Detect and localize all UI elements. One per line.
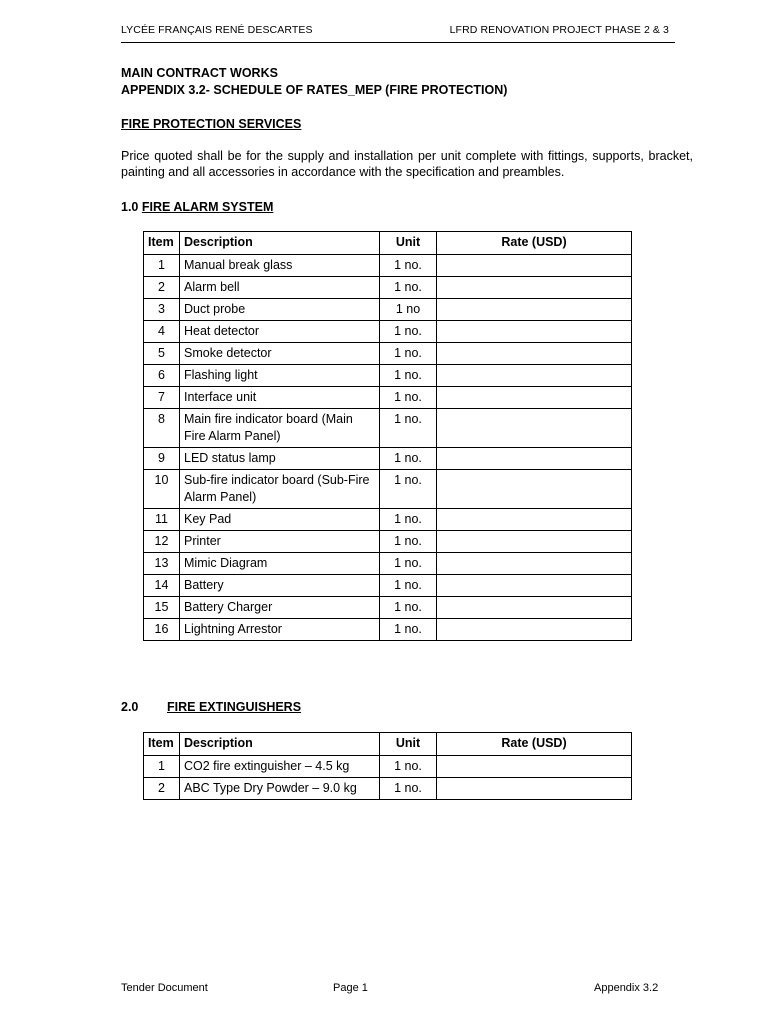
table-row	[144, 448, 632, 470]
header-description: Description	[180, 232, 380, 255]
cell-description: Lightning Arrestor	[180, 619, 380, 641]
cell-unit: 1 no.	[380, 343, 437, 365]
cell-item: 11	[144, 509, 180, 531]
cell-rate	[437, 531, 632, 553]
cell-item: 2	[144, 277, 180, 299]
cell-item: 14	[144, 575, 180, 597]
table-row	[144, 553, 632, 575]
cell-item: 12	[144, 531, 180, 553]
page-header	[121, 24, 675, 43]
section2-number: 2.0	[121, 700, 139, 714]
cell-description: LED status lamp	[180, 448, 380, 470]
cell-item: 9	[144, 448, 180, 470]
table-row	[144, 470, 632, 509]
cell-description: Heat detector	[180, 321, 380, 343]
cell-item: 10	[144, 470, 180, 509]
section2-title: FIRE EXTINGUISHERS	[167, 700, 302, 714]
cell-rate	[437, 387, 632, 409]
section1-heading	[121, 200, 273, 214]
table-row	[144, 531, 632, 553]
cell-description: Sub-fire indicator board (Sub-Fire Alarm Panel)	[180, 470, 380, 509]
footer-right: Appendix 3.2	[594, 982, 659, 994]
cell-description: Alarm bell	[180, 277, 380, 299]
header-unit: Unit	[380, 232, 437, 255]
cell-item: 13	[144, 553, 180, 575]
footer-left: Tender Document	[121, 982, 208, 994]
cell-item: 5	[144, 343, 180, 365]
cell-rate	[437, 756, 632, 778]
footer-page: Page 1	[333, 982, 368, 994]
cell-unit: 1 no.	[380, 756, 437, 778]
cell-rate	[437, 277, 632, 299]
cell-rate	[437, 778, 632, 800]
cell-item: 6	[144, 365, 180, 387]
header-school-name: LYCÉE FRANÇAIS RENÉ DESCARTES	[121, 24, 313, 36]
table-row	[144, 343, 632, 365]
table-row	[144, 299, 632, 321]
cell-unit: 1 no.	[380, 409, 437, 448]
services-heading: FIRE PROTECTION SERVICES	[121, 117, 302, 131]
cell-rate	[437, 619, 632, 641]
cell-description: Mimic Diagram	[180, 553, 380, 575]
header-description: Description	[180, 733, 380, 756]
cell-description: Battery Charger	[180, 597, 380, 619]
cell-unit: 1 no.	[380, 387, 437, 409]
cell-unit: 1 no	[380, 299, 437, 321]
cell-rate	[437, 409, 632, 448]
table-row	[144, 756, 632, 778]
cell-description: CO2 fire extinguisher – 4.5 kg	[180, 756, 380, 778]
header-item: Item	[144, 733, 180, 756]
table-row	[144, 575, 632, 597]
cell-rate	[437, 553, 632, 575]
table-row	[144, 387, 632, 409]
document-title: MAIN CONTRACT WORKS	[121, 66, 278, 80]
appendix-title: APPENDIX 3.2- SCHEDULE OF RATES_MEP (FIRE PROTECTION)	[121, 83, 508, 97]
cell-rate	[437, 575, 632, 597]
cell-rate	[437, 321, 632, 343]
table-row	[144, 409, 632, 448]
section1-number: 1.0	[121, 200, 139, 214]
cell-unit: 1 no.	[380, 575, 437, 597]
header-rate: Rate (USD)	[437, 232, 632, 255]
cell-rate	[437, 470, 632, 509]
intro-paragraph: Price quoted shall be for the supply and installation per unit complete with fittings, supports, bracket, painting and all accessories in accordance with the specification and preambles.	[121, 149, 693, 179]
cell-description: Printer	[180, 531, 380, 553]
table-row	[144, 321, 632, 343]
cell-unit: 1 no.	[380, 255, 437, 277]
cell-rate	[437, 597, 632, 619]
cell-unit: 1 no.	[380, 448, 437, 470]
cell-unit: 1 no.	[380, 509, 437, 531]
cell-rate	[437, 365, 632, 387]
cell-unit: 1 no.	[380, 778, 437, 800]
cell-unit: 1 no.	[380, 365, 437, 387]
table-row	[144, 277, 632, 299]
table-row	[144, 365, 632, 387]
cell-unit: 1 no.	[380, 321, 437, 343]
cell-description: Manual break glass	[180, 255, 380, 277]
cell-unit: 1 no.	[380, 597, 437, 619]
table-row	[144, 597, 632, 619]
cell-item: 2	[144, 778, 180, 800]
cell-rate	[437, 448, 632, 470]
fire-alarm-table	[143, 231, 632, 641]
cell-item: 4	[144, 321, 180, 343]
table-header-row	[144, 733, 632, 756]
header-project-name: LFRD RENOVATION PROJECT PHASE 2 & 3	[449, 24, 669, 36]
cell-description: ABC Type Dry Powder – 9.0 kg	[180, 778, 380, 800]
cell-description: Key Pad	[180, 509, 380, 531]
cell-unit: 1 no.	[380, 470, 437, 509]
cell-description: Interface unit	[180, 387, 380, 409]
cell-unit: 1 no.	[380, 531, 437, 553]
cell-item: 3	[144, 299, 180, 321]
table-row	[144, 255, 632, 277]
table-row	[144, 619, 632, 641]
header-unit: Unit	[380, 733, 437, 756]
cell-unit: 1 no.	[380, 619, 437, 641]
table-header-row	[144, 232, 632, 255]
cell-item: 16	[144, 619, 180, 641]
cell-item: 1	[144, 255, 180, 277]
cell-description: Battery	[180, 575, 380, 597]
cell-unit: 1 no.	[380, 553, 437, 575]
cell-rate	[437, 299, 632, 321]
cell-description: Smoke detector	[180, 343, 380, 365]
cell-rate	[437, 343, 632, 365]
section1-title: FIRE ALARM SYSTEM	[141, 200, 274, 214]
extinguishers-table	[143, 732, 632, 800]
header-rate: Rate (USD)	[437, 733, 632, 756]
cell-item: 8	[144, 409, 180, 448]
header-item: Item	[144, 232, 180, 255]
cell-item: 7	[144, 387, 180, 409]
cell-description: Main fire indicator board (Main Fire Alarm Panel)	[180, 409, 380, 448]
cell-item: 15	[144, 597, 180, 619]
cell-rate	[437, 509, 632, 531]
cell-description: Flashing light	[180, 365, 380, 387]
cell-unit: 1 no.	[380, 277, 437, 299]
cell-item: 1	[144, 756, 180, 778]
table-row	[144, 778, 632, 800]
table-row	[144, 509, 632, 531]
cell-description: Duct probe	[180, 299, 380, 321]
cell-rate	[437, 255, 632, 277]
